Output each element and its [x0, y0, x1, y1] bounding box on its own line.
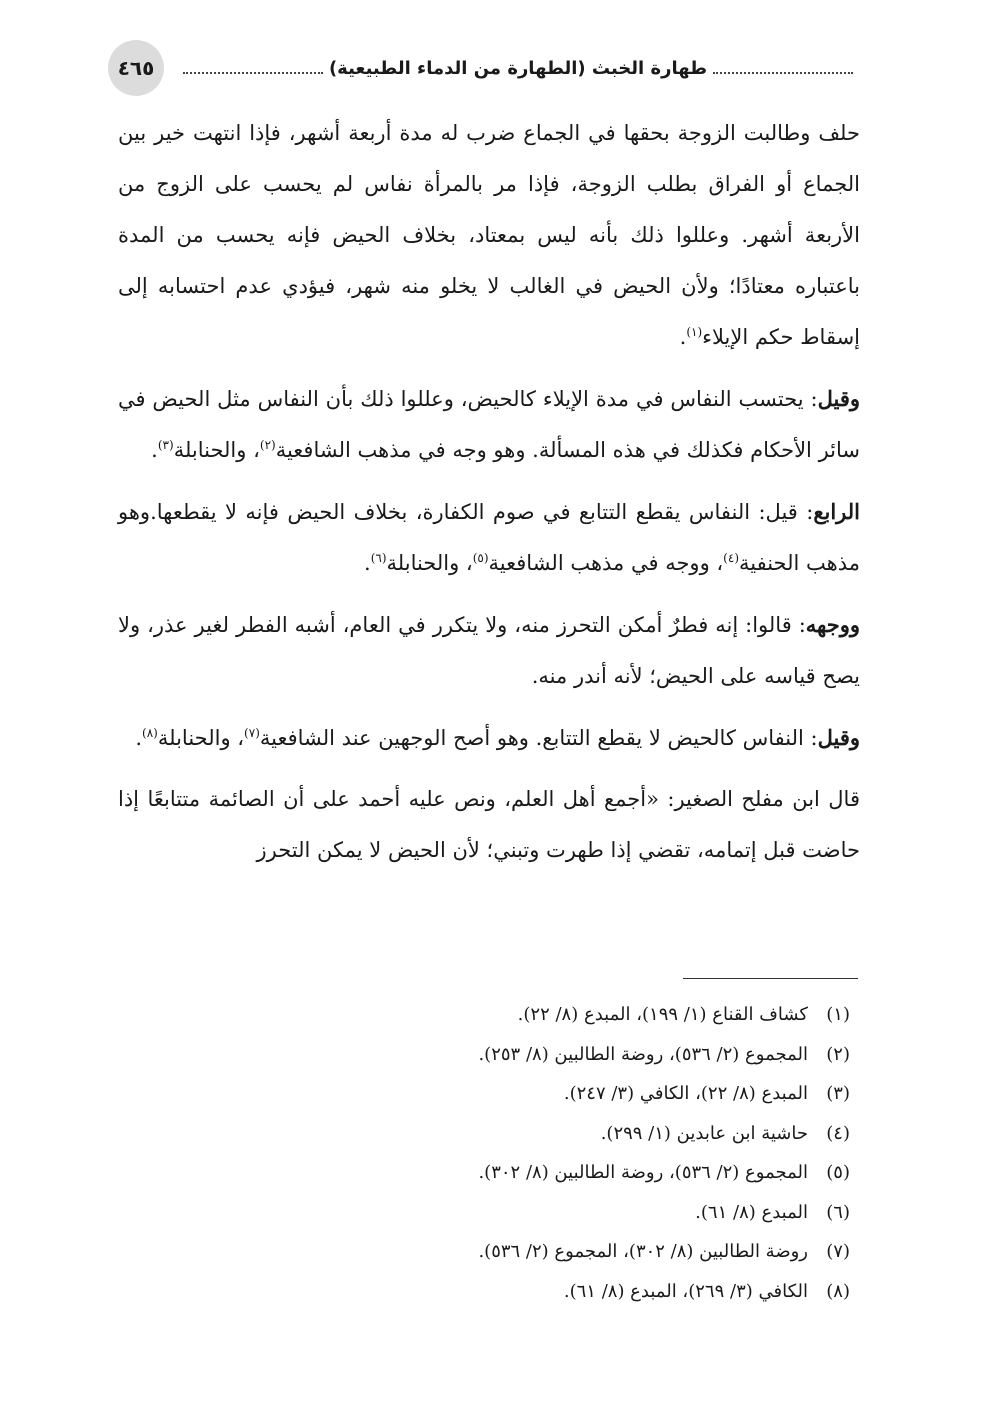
paragraph-mid: ، والحنابلة — [386, 551, 473, 575]
footnote-number: (٣) — [826, 1083, 850, 1104]
footnote-ref-5: (٥) — [472, 551, 489, 565]
paragraph-2 — [118, 373, 860, 476]
paragraph-end: . — [364, 551, 371, 575]
paragraph-5 — [118, 712, 860, 764]
leader-dots-left — [183, 72, 323, 74]
leader-dots-right — [713, 72, 853, 74]
paragraph-text: : قالوا: إنه فطرٌ أمكن التحرز منه، ولا يتكرر في العام، أشبه الفطر لغير عذر، ولا يصح قياسه على الحيض؛ لأنه أندر منه. — [118, 613, 860, 688]
footnote-item — [118, 1153, 858, 1193]
footnote-ref-7: (٧) — [244, 726, 260, 740]
footnote-text: الكافي (٣/ ٢٦٩)، المبدع (٨/ ٦١). — [563, 1280, 808, 1302]
footnote-text: المبدع (٨/ ٦١). — [695, 1201, 808, 1223]
footnote-text: كشاف القناع (١/ ١٩٩)، المبدع (٨/ ٢٢). — [517, 1004, 808, 1025]
paragraph-text: : قيل: النفاس يقطع التتابع في صوم الكفارة، بخلاف الحيض فإنه لا يقطعها.وهو مذهب الحنفية — [118, 500, 860, 575]
footnote-ref-4: (٤) — [723, 551, 739, 565]
footnote-separator — [683, 978, 858, 979]
footnote-number: (٤) — [826, 1122, 850, 1144]
paragraph-lead: وقيل — [817, 725, 860, 750]
footnote-ref-6: (٦) — [370, 551, 387, 565]
footnote-ref-1: (١) — [686, 325, 703, 339]
paragraph-text: : يحتسب النفاس في مدة الإيلاء كالحيض، وعللوا ذلك بأن النفاس مثل الحيض في سائر الأحكام فكذلك في هذه المسألة. وهو وجه في مذهب الشافعية — [118, 387, 860, 462]
footnote-text: المبدع (٨/ ٢٢)، الكافي (٣/ ٢٤٧). — [563, 1083, 808, 1104]
main-text — [118, 108, 860, 886]
footnote-ref-2: (٢) — [259, 438, 276, 452]
paragraph-mid: ، والحنابلة — [173, 438, 260, 462]
paragraph-lead: ووجهه — [805, 612, 860, 637]
running-title — [183, 40, 853, 96]
page-number: ٤٦٥ — [108, 40, 164, 96]
paragraph-lead: وقيل — [817, 386, 860, 411]
footnote-ref-3: (٣) — [157, 438, 174, 452]
footnote-number: (١) — [826, 1004, 850, 1025]
paragraph-mid: ، والحنابلة — [157, 726, 245, 750]
paragraph-1 — [118, 108, 860, 363]
footnote-number: (٢) — [826, 1043, 850, 1065]
footnote-number: (٧) — [826, 1241, 850, 1262]
paragraph-text: قال ابن مفلح الصغير: «أجمع أهل العلم، ونص عليه أحمد على أن الصائمة متتابعًا إذا حاضت قبل إتمامه، تقضي إذا طهرت وتبني؛ لأن الحيض لا يمكن التحرز — [118, 787, 860, 862]
paragraph-end: . — [135, 726, 143, 750]
paragraph-mid: ، ووجه في مذهب الشافعية — [488, 551, 724, 575]
footnote-text: المجموع (٢/ ٥٣٦)، روضة الطالبين (٨/ ٢٥٣). — [478, 1043, 808, 1065]
running-title-text: طهارة الخبث (الطهارة من الدماء الطبيعية) — [328, 57, 708, 79]
footnote-item — [118, 1074, 858, 1114]
footnote-ref-8: (٨) — [142, 726, 158, 740]
paragraph-end: . — [151, 438, 158, 462]
page-header — [108, 40, 853, 104]
footnote-item — [118, 1232, 858, 1272]
paragraph-4 — [118, 599, 860, 702]
paragraph-3 — [118, 486, 860, 589]
paragraph-6 — [118, 774, 860, 876]
footnote-number: (٨) — [826, 1280, 850, 1302]
footnote-item — [118, 1193, 858, 1233]
paragraph-end: . — [679, 325, 687, 349]
footnote-number: (٥) — [826, 1162, 850, 1183]
footnote-number: (٦) — [826, 1201, 850, 1223]
footnote-text: المجموع (٢/ ٥٣٦)، روضة الطالبين (٨/ ٣٠٢). — [478, 1162, 808, 1183]
footnote-item — [118, 1035, 858, 1075]
footnote-text: روضة الطالبين (٨/ ٣٠٢)، المجموع (٢/ ٥٣٦). — [478, 1241, 808, 1262]
paragraph-text: حلف وطالبت الزوجة بحقها في الجماع ضرب له مدة أربعة أشهر، فإذا انتهت خير بين الجماع أو الفراق بطلب الزوجة، فإذا مر بالمرأة نفاس لم يحسب على الزوج من الأربعة أشهر. وعللوا ذلك بأنه ليس بمعتاد، بخلاف الحيض فإنه يحسب من المدة باعتباره معتادًا؛ ولأن الحيض في الغالب لا يخلو منه شهر، فيؤدي عدم احتسابه إلى إسقاط حكم الإيلاء — [118, 121, 860, 349]
footnote-item — [118, 995, 858, 1035]
footnotes-list — [118, 995, 858, 1311]
footnote-item — [118, 1114, 858, 1154]
paragraph-text: : النفاس كالحيض لا يقطع التتابع. وهو أصح الوجهين عند الشافعية — [259, 726, 818, 750]
footnote-text: حاشية ابن عابدين (١/ ٢٩٩). — [600, 1122, 808, 1144]
footnote-item — [118, 1272, 858, 1312]
paragraph-lead: الرابع — [813, 499, 860, 524]
